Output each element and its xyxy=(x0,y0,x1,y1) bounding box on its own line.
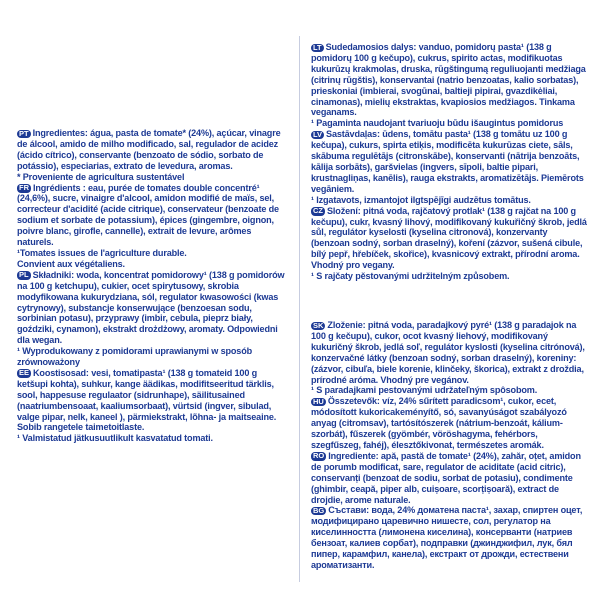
ingredients-text: pitná voda, rajčatový protlak¹ (138 g rajčat na 100 g kečupu), cukr, kvasný lihový, modifikovaný kukuřičný škrob, jedlá sůl, regulátor kyselosti (kyselina citronová), konzervanty (benzoan sodný, sorban draselný), koření (zázvor, sušená cibule, bílý pepř, hřebíček, skořice), kvasnicový extrakt, přírodní aroma. Vhodný pro vegany. xyxy=(311,205,587,271)
ingredients-label: Sudedamosios dalys: xyxy=(325,42,417,52)
language-code-badge: CZ xyxy=(313,206,323,216)
right-column-bottom xyxy=(311,320,587,571)
ingredients-text: вода, 24% доматена паста¹, захар, спиртен оцет, модифицирано царевично нишесте, сол, регулатор на киселинността (лимонена киселина), консерванти (натриев бензоат, калиев сорбат), подправки (джинджифил, лук, бял пипер, карамфил, канела), екстракт от дрожди, естествени ароматизанти. xyxy=(311,505,583,570)
ingredients-label: Ingrediente: xyxy=(328,450,379,461)
footnote: ¹ S rajčaty pěstovanými udržitelným způsobem. xyxy=(311,271,510,282)
language-code-badge: EE xyxy=(19,368,30,378)
language-code-badge: PT xyxy=(19,128,29,138)
ingredients-text: vanduo, pomidorų pasta¹ (138 g pomidorų 100 g kečupo), cukrus, spirito actas, modifikuotas kukurūzų krakmolas, druska, rūgštingumą reguliuojanti medžiaga (citrinų rūgštis), konservantai (natrio benzoatas, kalio sorbatas), prieskoniai (imbierai, svogūnai, baltieji pipirai, gvazdikėliai, cinamonas), mielių ekstraktas, kvapiosios medžiagos. Tinkama veganams. xyxy=(311,42,586,118)
ingredients-label: Ingredientes: xyxy=(32,128,88,138)
language-code-badge: HU xyxy=(313,396,324,406)
language-code-badge: BG xyxy=(313,505,325,515)
ingredients-block-lt xyxy=(311,42,587,129)
ingredients-block-sk xyxy=(311,320,587,396)
ingredients-block-cz xyxy=(311,206,587,282)
ingredients-block-pt xyxy=(17,128,287,183)
ingredients-text: vesi, tomatipasta¹ (138 g tomateid 100 g ketšupi kohta), suhkur, kange äädikas, modifitseeritud tärklis, sool, happesuse regulaator (sidrunhape), säilitusained (naatriumbensoaat, kaaliumsorbaat), vürtsid (ingver, sibulad, valge pipar, nelk, kaneel ), pärmiekstrakt, lõhna- ja maitseaine. Sobib rangetele taimetoitlaste. xyxy=(17,367,277,433)
ingredients-label: Zloženie: xyxy=(327,320,366,330)
ingredients-block-hu xyxy=(311,396,587,451)
ingredients-text: apă, pastă de tomate¹ (24%), zahăr, oțet, amidon de porumb modificat, sare, regulator de aciditate (acid citric), conservanți (benzoat de sodiu, sorbat de potasiu), condimente (ghimbir, ceapă, piper alb, cuișoare, scorțișoară), extract de drojdie, arome naturale. xyxy=(311,450,581,505)
ingredients-block-pl xyxy=(17,270,287,368)
footnote: ¹ S paradajkami pestovanými udržateľným spôsobom. xyxy=(311,385,538,396)
ingredients-block-bg xyxy=(311,505,587,570)
ingredients-label: Összetevők: xyxy=(327,396,380,407)
footnote: ¹ Pagaminta naudojant tvariuoju būdu išaugintus pomidorus xyxy=(311,118,564,129)
footnote: * Proveniente de agricultura sustentável xyxy=(17,171,185,182)
ingredients-label: Състави: xyxy=(328,505,370,516)
language-code-badge: LT xyxy=(313,42,322,52)
ingredients-text: pitná voda, paradajkový pyré¹ (138 g paradajok na 100 g kečupu), cukor, ocot kvasný liehový, modifikovaný kukuričný škrob, jedlá soľ, regulátor kyslosti (kyselina citrónová), konzervačné látky (benzoan sodný, sorban draselný), koreniny: (zázvor, cibuľa, biele korenie, klinčeky, škorica), extrakt z droždia, prírodné aróma. Vhodný pre vegánov. xyxy=(311,320,585,385)
footnote: Convient aux végétaliens. xyxy=(17,258,125,269)
ingredients-label: Sastāvdaļas: xyxy=(326,129,380,140)
ingredients-text: víz, 24% sűrített paradicsom¹, cukor, ecet, módosított kukoricakeményítő, só, savanyúságot szabályozó anyag (citromsav), tartósítószerek (nátrium-benzoát, kálium-szorbát), fűszerek (gyömbér, vöröshagyma, fehérbors, szegfűszeg, fahéj), élesztőkivonat, természetes aromák. xyxy=(311,396,567,450)
language-code-badge: LV xyxy=(313,129,323,139)
ingredients-block-fr xyxy=(17,183,287,270)
left-column xyxy=(17,128,287,444)
ingredients-label: Składniki: xyxy=(32,269,75,280)
ingredients-block-ee xyxy=(17,368,287,444)
language-code-badge: SK xyxy=(313,320,324,330)
ingredients-block-ro xyxy=(311,451,587,506)
ingredients-text: ūdens, tomātu pasta¹ (138 g tomātu uz 100 g kečupa), cukurs, spirta etiķis, modificēta kukurūzas ciete, sāls, skābuma regulētājs (citronskābe), konservanti (nātrija benzoāts, kālija sorbāts), garšvielas (ingvers, sīpoli, baltie pipari, krustnagliņas, kanēlis), rauga ekstrakts, aromatizētājs. Piemērots vegāniem. xyxy=(311,129,584,194)
language-code-badge: FR xyxy=(19,183,29,193)
ingredients-label: Koostisosad: xyxy=(33,367,89,378)
ingredients-text: woda, koncentrat pomidorowy¹ (138 g pomidorów na 100 g ketchupu), cukier, ocet spirytusowy, skrobia modyfikowana kukurydziana, sól, regulator kwasowości (kwas cytrynowy), substancje konserwujące (benzoesan sodu, sorbinian potasu), przyprawy (imbir, cebula, pieprz biały, goździki, cynamon), ekstrakt drożdżowy, aromaty. Odpowiedni dla wegan. xyxy=(17,269,285,346)
footnote: ¹ Valmistatud jätkusuutlikult kasvatatud tomati. xyxy=(17,433,213,444)
ingredients-label: Ingrédients : xyxy=(33,182,86,193)
footnote: ¹ Izgatavots, izmantojot ilgtspējīgi audzētus tomātus. xyxy=(311,194,531,205)
ingredients-label: Složení: xyxy=(327,205,361,216)
ingredients-text: eau, purée de tomates double concentré¹ (24,6%), sucre, vinaigre d'alcool, amidon modifié de maïs, sel, correcteur d'acidité (acide citrique), conservateur (benzoate de sodium et sorbate de potassium), épices (gingembre, oignon, poivre blanc, girofle, cannelle), extrait de levure, arômes naturels. xyxy=(17,182,279,248)
ingredients-block-lv xyxy=(311,129,587,205)
right-column-top xyxy=(311,42,587,282)
footnote: ¹Tomates issues de l'agriculture durable. xyxy=(17,247,187,258)
language-code-badge: RO xyxy=(313,451,325,461)
language-code-badge: PL xyxy=(19,270,29,280)
column-divider xyxy=(299,36,300,582)
ingredients-text: água, pasta de tomate* (24%), açúcar, vinagre de álcool, amido de milho modificado, sal, regulador de acidez (ácido cítrico), conservante (benzoato de sódio, sorbato de potássio), especiarias, extrato de levedura, aromas. xyxy=(17,128,281,171)
footnote: ¹ Wyprodukowany z pomidorami uprawianymi w sposób zrównoważony xyxy=(17,346,253,368)
